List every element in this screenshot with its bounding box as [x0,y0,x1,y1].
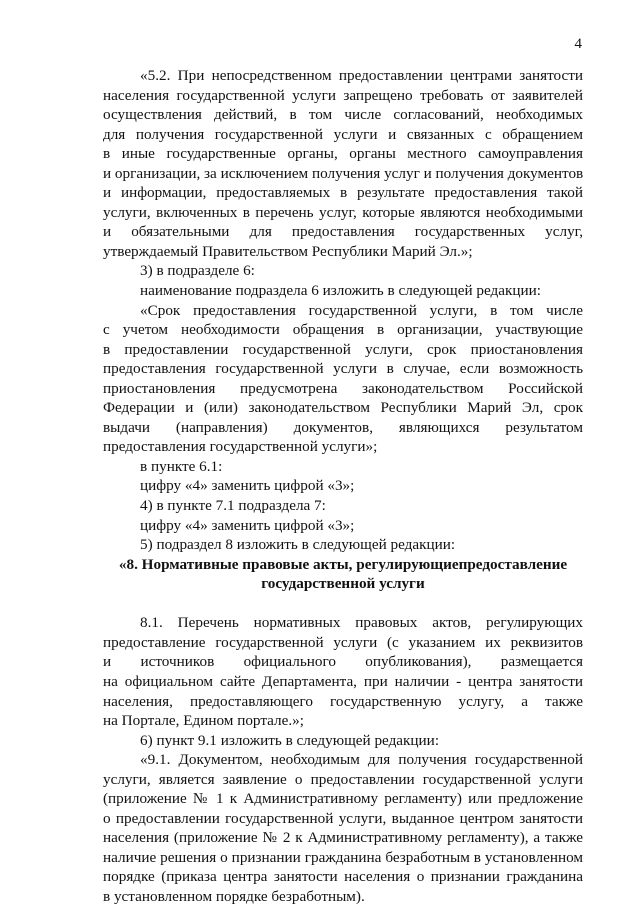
text-line: «Срок предоставления государственной услуги, в том числе [140,301,583,319]
text-line: 6) пункт 9.1 изложить в следующей редакции: [140,731,440,749]
text-line: осуществления действий, в том числе согласований, необходимых [103,106,583,124]
text-line: предоставление государственной услуги [261,555,568,593]
text-line: и источников официального опубликования), размещается [103,653,583,671]
text-line: населения государственной услуги запрещено требовать от заявителей [103,86,583,104]
page-number: 4 [574,36,582,52]
text-line: услуги, является заявление о предоставлении государственной услуги [103,770,583,788]
text-line: в установленном порядке безработным). [103,887,365,905]
paragraph [103,281,583,301]
text-line: и обязательными для предоставления государственных услуг, [103,223,583,241]
text-line: предоставления государственной услуги в случае, если возможность [103,360,583,378]
paragraph [103,476,583,496]
text-line: в иные государственные органы, органы местного самоуправления [103,145,583,163]
text-line: наличие решения о признании гражданина безработным в установленном [103,848,583,866]
paragraph [103,750,583,906]
paragraph [103,535,583,555]
text-line: в предоставлении государственной услуги, срок приостановления [103,340,583,358]
paragraph [103,613,583,730]
text-line: наименование подраздела 6 изложить в следующей редакции: [140,282,541,300]
text-line: цифру «4» заменить цифрой «3»; [140,477,355,495]
blank-line [103,594,583,614]
text-line: «8. Нормативные правовые акты, регулирующие [118,555,459,573]
text-line: выдачи (направления) документов, являющихся результатом [103,418,583,436]
text-line: на Портале, Едином портале.»; [103,712,304,730]
text-line: порядке (приказа центра занятости населения о признании гражданина [103,868,583,886]
paragraph [103,516,583,536]
text-line: Федерации и (или) законодательством Республики Марий Эл, срок [103,399,583,417]
text-line: населения, предоставляющего государственную услугу, а также [103,692,583,710]
paragraph [103,731,583,751]
text-line: для получения государственной услуги и связанных с обращением [103,125,583,143]
text-line: 5) подраздел 8 изложить в следующей редакции: [140,536,456,554]
paragraph [103,457,583,477]
text-line: услуги, включенных в перечень услуг, которые являются необходимыми [103,203,583,221]
text-line: и организации, за исключением получения услуг и получения документов [103,164,584,182]
paragraph [103,301,583,457]
text-line: (приложение № 1 к Административному регламенту) или предложение [103,790,583,808]
text-line: 3) в подразделе 6: [140,262,255,280]
text-line: утверждаемый Правительством Республики Марий Эл.»; [103,242,473,260]
text-line: «9.1. Документом, необходимым для получения государственной [140,751,583,769]
text-line: «5.2. При непосредственном предоставлении центрами занятости [140,67,583,84]
document-body [103,66,583,907]
paragraph [103,66,583,261]
text-line: приостановления предусмотрена законодательством Российской [103,379,583,397]
text-line: в пункте 6.1: [140,457,223,475]
text-line: цифру «4» заменить цифрой «3»; [140,516,355,534]
section-heading [103,555,583,594]
text-line: с учетом необходимости обращения в организации, участвующие [103,321,583,339]
text-line: предоставление государственной услуги (с указанием их реквизитов [103,633,583,651]
paragraph [103,261,583,281]
text-line: на официальном сайте Департамента, при наличии - центра занятости [103,672,583,690]
text-line: предоставления государственной услуги»; [103,438,378,456]
text-line: о предоставлении государственной услуги, выданное центром занятости [103,809,583,827]
text-line: 8.1. Перечень нормативных правовых актов, регулирующих [140,614,583,632]
text-line: населения (приложение № 2 к Административному регламенту), а также [103,829,583,847]
paragraph [103,496,583,516]
text-line: 4) в пункте 7.1 подраздела 7: [140,497,326,515]
text-line: и информации, предоставляемых в результате предоставления такой [103,184,583,202]
